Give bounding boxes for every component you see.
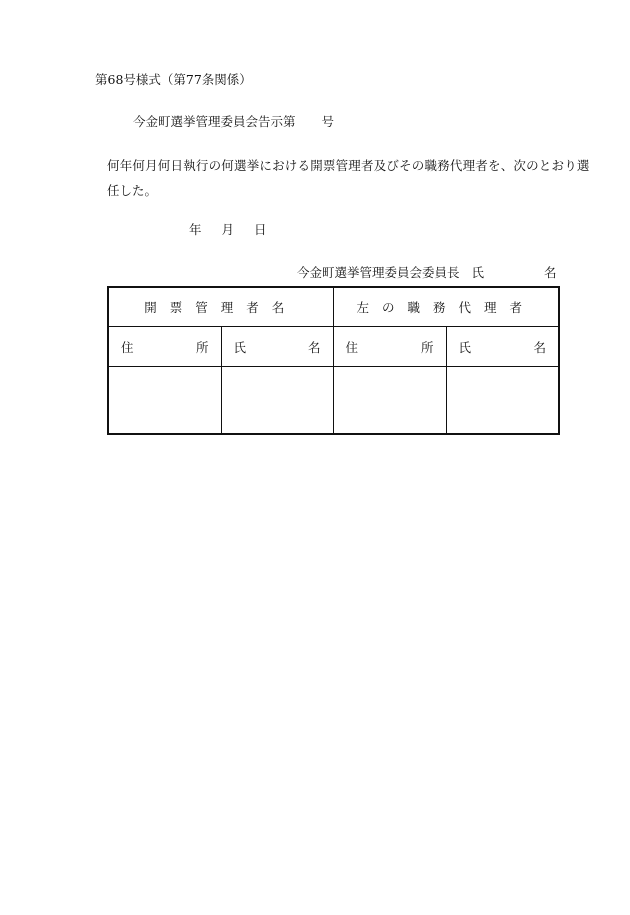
- col-address-left: [108, 327, 221, 367]
- col-address-right-b: 所: [421, 339, 434, 355]
- notice-body-line-2: 任した。: [107, 183, 158, 198]
- header-counting-manager: [108, 287, 333, 327]
- notice-body: [95, 153, 590, 203]
- header-counting-manager-label: 開票管理者名: [144, 300, 298, 315]
- chairman-mei: 名: [544, 265, 557, 280]
- cell-address-right: [333, 367, 446, 435]
- col-name-left-a: 氏: [233, 339, 247, 355]
- col-address-right: [333, 327, 446, 367]
- col-address-left-a: 住: [121, 339, 134, 355]
- header-deputy-label: 左の職務代理者: [356, 300, 536, 315]
- col-name-left-b: 名: [308, 339, 321, 355]
- notice-body-line-1: 何年何月何日執行の何選挙における開票管理者及びその職務代理者を、次のとおり選: [107, 158, 590, 173]
- cell-name-left: [221, 367, 333, 435]
- notice-title-text: 今金町選挙管理委員会告示第: [133, 114, 296, 129]
- chairman-shi: 氏: [471, 265, 485, 280]
- col-address-left-b: 所: [195, 339, 209, 355]
- cell-name-right: [446, 367, 559, 435]
- form-number: 第68号様式（第77条関係）: [95, 72, 252, 87]
- col-name-right-a: 氏: [458, 339, 472, 355]
- col-address-right-a: 住: [345, 339, 359, 355]
- chairman-org: 今金町選挙管理委員会委員長: [297, 265, 460, 280]
- date-line: [189, 220, 267, 238]
- cell-address-left: [108, 367, 221, 435]
- date-month: 月: [221, 222, 235, 237]
- chairman-signature: [297, 263, 557, 281]
- header-deputy: [333, 287, 559, 327]
- col-name-right: [446, 327, 559, 367]
- date-day: 日: [254, 222, 267, 237]
- col-name-right-b: 名: [533, 339, 547, 355]
- notice-title: [133, 112, 334, 130]
- appointment-table: [107, 286, 560, 435]
- date-year: 年: [189, 222, 202, 237]
- col-name-left: [221, 327, 333, 367]
- notice-number-suffix: 号: [321, 114, 335, 129]
